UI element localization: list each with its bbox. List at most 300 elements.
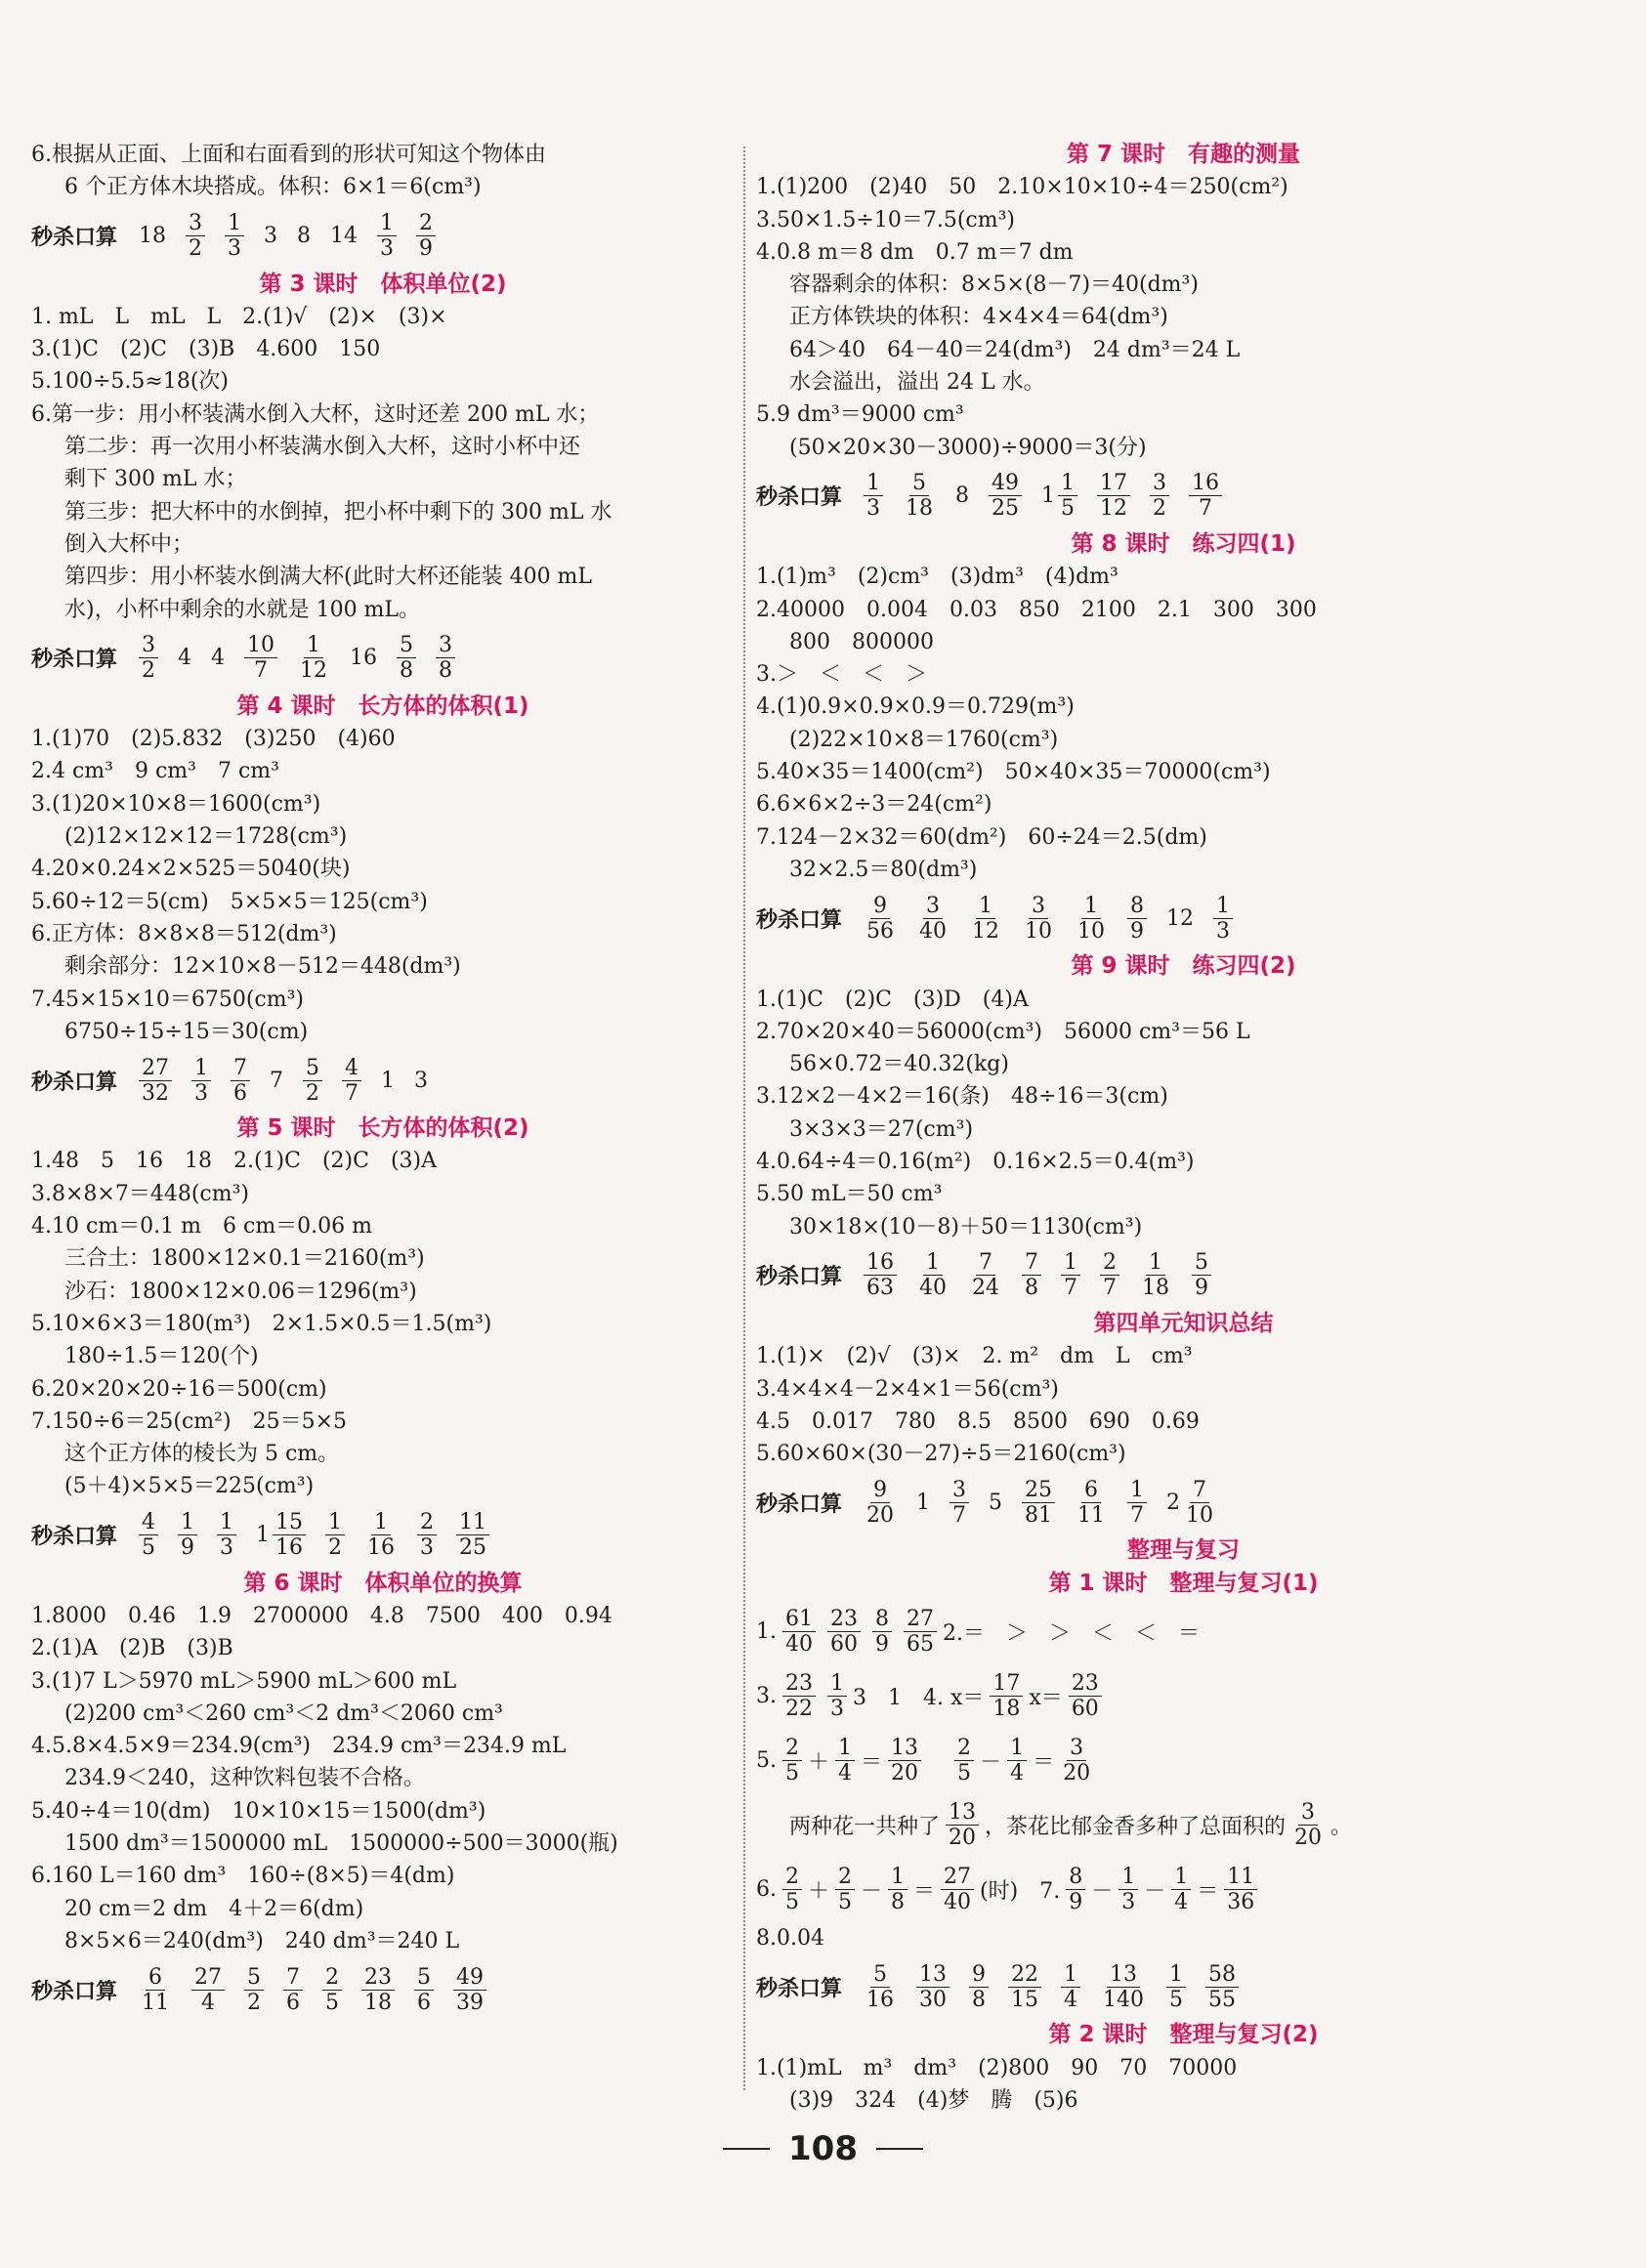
denominator: 5 — [142, 1535, 156, 1561]
fraction-stack — [1075, 895, 1108, 943]
answer-line: 正方体铁块的体积：4×4×4＝64(dm³) — [789, 305, 1168, 330]
denominator: 5 — [325, 1990, 340, 2015]
fraction — [782, 1737, 802, 1785]
denominator: 30 — [919, 1987, 948, 2012]
numerator: 5 — [870, 1963, 890, 1988]
answer-line: 6750÷15÷15＝30(cm) — [64, 1019, 309, 1044]
answer-line: 2.4 cm³ 9 cm³ 7 cm³ — [31, 759, 279, 784]
fraction-stack — [139, 1966, 172, 2014]
answer-text: － — [980, 1750, 1002, 1776]
quick-calc-label: 秒杀口算 — [756, 485, 843, 511]
fraction — [872, 1608, 892, 1656]
fraction — [186, 212, 205, 260]
answer-line: 三合土：1800×12×0.1＝2160(m³) — [64, 1246, 425, 1272]
answer-line: 4.0.64÷4＝0.16(m²) 0.16×2.5＝0.4(m³) — [756, 1150, 1195, 1175]
denominator: 20 — [1294, 1826, 1323, 1851]
fraction — [416, 212, 436, 260]
fraction-stack — [322, 1966, 342, 2014]
fraction-stack — [342, 1057, 361, 1105]
denominator: 2 — [306, 1080, 320, 1106]
denominator: 18 — [992, 1697, 1021, 1722]
fraction-stack — [377, 212, 397, 260]
quick-calc-answer: 18 — [139, 224, 167, 249]
fraction — [916, 1963, 950, 2011]
denominator: 140 — [1103, 1987, 1145, 2012]
denominator: 39 — [456, 1990, 485, 2015]
quick-calc-answer: 1 — [381, 1068, 396, 1093]
numerator: 10 — [244, 634, 277, 658]
answer-line: (2)200 cm³＜260 cm³＜2 dm³＜2060 cm³ — [64, 1701, 503, 1726]
answer-line: 6.第一步：用小杯装满水倒入大杯，这时还差 200 mL 水； — [31, 401, 600, 427]
fraction — [1022, 1479, 1055, 1527]
answer-line: 20 cm＝2 dm 4＋2＝6(dm) — [64, 1896, 364, 1921]
denominator: 7 — [254, 658, 269, 684]
fraction — [1171, 1866, 1191, 1913]
fraction-stack — [1066, 1866, 1085, 1913]
answer-line: 沙石：1800×12×0.06＝1296(m³) — [64, 1279, 417, 1304]
denominator: 60 — [1071, 1697, 1099, 1722]
quick-calc-answer: 1 — [916, 1490, 931, 1515]
fraction — [1007, 1737, 1027, 1785]
fraction-stack — [1127, 1479, 1147, 1527]
answer-line: 6.6×6×2÷3＝24(cm²) — [756, 792, 992, 818]
mixed-whole: 1 — [256, 1523, 271, 1548]
answer-text: － — [1144, 1879, 1166, 1905]
fraction-stack — [416, 212, 436, 260]
fraction — [969, 895, 1002, 943]
fraction-stack — [397, 634, 416, 682]
denominator: 56 — [866, 918, 895, 944]
denominator: 8 — [972, 1987, 987, 2012]
fraction-stack — [782, 1737, 802, 1785]
denominator: 3 — [380, 236, 395, 262]
fraction — [139, 1966, 172, 2014]
numerator: 13 — [888, 1737, 921, 1761]
denominator: 4 — [1010, 1761, 1025, 1786]
numerator: 13 — [916, 1963, 950, 1988]
numerator: 5 — [414, 1966, 434, 1991]
quick-calc-answer: 5 — [989, 1490, 1003, 1515]
fraction — [1192, 1251, 1211, 1299]
denominator: 24 — [972, 1276, 1000, 1301]
denominator: 11 — [142, 1990, 170, 2015]
fraction-stack — [273, 1511, 306, 1559]
numerator: 5 — [244, 1966, 264, 1991]
fraction — [397, 634, 416, 682]
quick-calc-row — [31, 204, 735, 269]
denominator: 4 — [838, 1761, 853, 1786]
quick-calc-label: 秒杀口算 — [31, 226, 118, 251]
fraction — [864, 1251, 897, 1299]
denominator: 7 — [345, 1080, 359, 1106]
fraction-stack — [916, 1251, 950, 1299]
quick-calc-row — [31, 626, 735, 691]
answer-line: 剩下 300 mL 水； — [64, 467, 247, 492]
answer-line: 4.5 0.017 780 8.5 8500 690 0.69 — [756, 1408, 1200, 1434]
quick-calc-answer: 14 — [330, 224, 359, 249]
fraction-stack — [1058, 472, 1077, 520]
quick-calc-label: 秒杀口算 — [31, 1979, 118, 2004]
section-heading: 第 9 课时 练习四(2) — [1071, 953, 1296, 980]
fraction — [827, 1672, 847, 1720]
numerator: 5 — [909, 472, 929, 496]
answer-line: 1.(1)mL m³ dm³ (2)800 90 70 70000 — [756, 2055, 1238, 2080]
numerator: 7 — [231, 1057, 250, 1081]
fraction — [1097, 472, 1130, 520]
quick-calc-answer: 3 — [414, 1068, 429, 1093]
denominator: 3 — [866, 496, 881, 522]
quick-calc-label: 秒杀口算 — [31, 1070, 118, 1095]
numerator: 17 — [990, 1672, 1023, 1697]
denominator: 10 — [1077, 918, 1106, 944]
denominator: 8 — [400, 658, 414, 684]
quick-calc-label: 秒杀口算 — [756, 1976, 843, 2001]
numerator: 1 — [1166, 1963, 1186, 1988]
section-heading: 第 4 课时 长方体的体积(1) — [236, 693, 529, 719]
answer-text: (时) 7. — [980, 1879, 1061, 1905]
answer-line: 5.40×35＝1400(cm²) 50×40×35＝70000(cm³) — [756, 760, 1271, 785]
fraction-stack — [1183, 1479, 1216, 1527]
fraction-stack — [364, 1511, 398, 1559]
answer-text: － — [861, 1879, 883, 1905]
denominator: 2 — [328, 1535, 343, 1561]
numerator: 3 — [436, 634, 455, 658]
fraction-stack — [1022, 895, 1055, 943]
denominator: 2 — [189, 236, 203, 262]
numerator: 11 — [456, 1511, 489, 1535]
numerator: 3 — [186, 212, 205, 236]
answer-text: 3. — [756, 1684, 777, 1709]
fraction — [864, 895, 897, 943]
numerator: 1 — [1007, 1737, 1027, 1761]
denominator: 4 — [1064, 1987, 1078, 2012]
denominator: 16 — [866, 1987, 895, 2012]
numerator: 3 — [139, 634, 158, 658]
numerator: 61 — [782, 1608, 816, 1632]
numerator: 16 — [864, 1251, 897, 1276]
answer-line: 3×3×3＝27(cm³) — [789, 1116, 974, 1142]
column-divider — [743, 147, 745, 2090]
fraction-stack — [864, 1479, 897, 1527]
answer-line: 3.50×1.5÷10＝7.5(cm³) — [756, 207, 1015, 232]
fraction — [827, 1608, 861, 1656]
denominator: 7 — [1103, 1276, 1118, 1301]
fraction — [1075, 895, 1108, 943]
fraction-stack — [191, 1057, 211, 1105]
fraction — [1213, 895, 1233, 943]
answer-line: 4.5.8×4.5×9＝234.9(cm³) 234.9 cm³＝234.9 mL — [31, 1734, 567, 1759]
numerator: 16 — [1189, 472, 1222, 496]
answer-line: 5.60÷12＝5(cm) 5×5×5＝125(cm³) — [31, 889, 428, 914]
fraction — [436, 634, 455, 682]
denominator: 11 — [1077, 1502, 1106, 1528]
answer-line: 2.(1)A (2)B (3)B — [31, 1636, 233, 1661]
answer-line: 水)，小杯中剩余的水就是 100 mL。 — [64, 597, 421, 622]
answer-line — [756, 1858, 1611, 1922]
denominator: 40 — [919, 918, 948, 944]
fraction-stack — [864, 895, 897, 943]
answer-text: 6. — [756, 1877, 777, 1903]
numerator: 3 — [1029, 895, 1048, 919]
denominator: 5 — [785, 1761, 799, 1786]
answer-line: 这个正方体的棱长为 5 cm。 — [64, 1442, 340, 1467]
numerator: 1 — [217, 1511, 236, 1535]
quick-calc-label: 秒杀口算 — [756, 907, 843, 933]
answer-line: 6.20×20×20÷16＝500(cm) — [31, 1376, 327, 1402]
numerator: 49 — [989, 472, 1022, 496]
numerator: 1 — [1118, 1866, 1138, 1890]
denominator: 18 — [1142, 1276, 1170, 1301]
answer-line: 剩余部分：12×10×8－512＝448(dm³) — [64, 954, 461, 980]
denominator: 5 — [1061, 496, 1076, 522]
numerator: 27 — [139, 1057, 172, 1081]
denominator: 4 — [201, 1990, 216, 2015]
fraction-stack — [436, 634, 455, 682]
fraction-stack — [888, 1737, 921, 1785]
section-heading: 第四单元知识总结 — [1093, 1310, 1274, 1336]
denominator: 9 — [875, 1632, 889, 1658]
numerator: 1 — [864, 472, 883, 496]
fraction-stack — [1224, 1866, 1257, 1913]
answer-line: 5.10×6×3＝180(m³) 2×1.5×0.5＝1.5(m³) — [31, 1311, 492, 1336]
fraction-stack — [1061, 1251, 1080, 1299]
fraction-stack — [1205, 1963, 1239, 2011]
fraction — [325, 1511, 345, 1559]
denominator: 6 — [286, 1990, 301, 2015]
fraction-stack — [1060, 1737, 1093, 1785]
right-column — [756, 139, 1611, 2117]
denominator: 20 — [1063, 1761, 1091, 1786]
numerator: 17 — [1097, 472, 1130, 496]
answer-line: 7.150÷6＝25(cm²) 25＝5×5 — [31, 1408, 347, 1434]
fraction-stack — [864, 472, 883, 520]
answer-line: 倒入大杯中； — [64, 531, 194, 557]
fraction — [946, 1801, 979, 1849]
fraction — [244, 1966, 264, 2014]
numerator: 23 — [1069, 1672, 1102, 1697]
fraction — [1041, 472, 1077, 520]
numerator: 7 — [976, 1251, 995, 1276]
answer-line: 5.40÷4＝10(dm) 10×10×15＝1500(dm³) — [31, 1798, 486, 1824]
quick-calc-label: 秒杀口算 — [31, 1525, 118, 1550]
fraction-stack — [1100, 1251, 1119, 1299]
numerator: 22 — [1008, 1963, 1041, 1988]
answer-text — [927, 1745, 949, 1776]
numerator: 9 — [870, 895, 890, 919]
numerator: 15 — [273, 1511, 306, 1535]
numerator: 1 — [1127, 1479, 1147, 1503]
numerator: 49 — [453, 1966, 486, 1991]
answer-line — [756, 1664, 1611, 1729]
numerator: 58 — [1205, 1963, 1239, 1988]
numerator: 7 — [1190, 1479, 1209, 1503]
denominator: 9 — [181, 1535, 195, 1561]
fraction — [864, 1963, 897, 2011]
fraction — [1139, 1251, 1172, 1299]
numerator: 2 — [782, 1737, 802, 1761]
denominator: 9 — [1069, 1890, 1083, 1915]
fraction — [1061, 1251, 1080, 1299]
fraction-stack — [139, 634, 158, 682]
fraction-stack — [990, 1672, 1023, 1720]
denominator: 3 — [228, 236, 242, 262]
numerator: 1 — [1213, 895, 1233, 919]
quick-calc-row — [31, 1957, 735, 2022]
fraction-stack — [1192, 1251, 1211, 1299]
denominator: 7 — [1130, 1502, 1145, 1528]
denominator: 81 — [1025, 1502, 1053, 1528]
fraction — [453, 1966, 486, 2014]
denominator: 32 — [142, 1080, 170, 1106]
denominator: 10 — [1186, 1502, 1214, 1528]
fraction-stack — [827, 1672, 847, 1720]
quick-calc-label: 秒杀口算 — [756, 1491, 843, 1517]
fraction — [342, 1057, 361, 1105]
denominator: 3 — [420, 1535, 435, 1561]
fraction-stack — [361, 1966, 395, 2014]
answer-line: 180÷1.5＝120(个) — [64, 1344, 259, 1369]
fraction-stack — [1291, 1801, 1325, 1849]
numerator: 27 — [904, 1608, 937, 1632]
fraction-stack — [414, 1966, 434, 2014]
numerator: 1 — [835, 1737, 855, 1761]
numerator: 5 — [303, 1057, 322, 1081]
fraction — [1150, 472, 1169, 520]
fraction — [322, 1966, 342, 2014]
section-heading: 第 3 课时 体积单位(2) — [259, 271, 507, 297]
section-heading: 第 5 课时 长方体的体积(2) — [236, 1115, 529, 1142]
numerator: 8 — [872, 1608, 892, 1632]
quick-calc-row — [31, 1503, 735, 1568]
denominator: 12 — [1100, 496, 1128, 522]
fraction — [782, 1672, 816, 1720]
denominator: 8 — [1025, 1276, 1039, 1301]
answer-line: 56×0.72＝40.32(kg) — [789, 1052, 1009, 1077]
numerator: 23 — [361, 1966, 395, 1991]
denominator: 40 — [919, 1276, 948, 1301]
denominator: 12 — [300, 658, 328, 684]
numerator: 5 — [1192, 1251, 1211, 1276]
denominator: 25 — [992, 496, 1020, 522]
answer-line: 3.(1)C (2)C (3)B 4.600 150 — [31, 337, 381, 362]
quick-calc-row — [756, 1243, 1611, 1308]
fraction-stack — [178, 1511, 197, 1559]
quick-calc-answer: 4 — [211, 646, 226, 671]
denominator: 20 — [949, 1826, 977, 1851]
section-heading: 第 2 课时 整理与复习(2) — [1048, 2022, 1319, 2048]
fraction-stack — [1150, 472, 1169, 520]
fraction — [283, 1966, 303, 2014]
fraction-stack — [782, 1672, 816, 1720]
fraction-stack — [217, 1511, 236, 1559]
fraction — [888, 1737, 921, 1785]
numerator: 7 — [283, 1966, 303, 1991]
answer-text: x＝ — [1029, 1686, 1063, 1711]
fraction — [231, 1057, 250, 1105]
denominator: 3 — [194, 1080, 209, 1106]
numerator: 1 — [304, 634, 323, 658]
denominator: 16 — [275, 1535, 304, 1561]
quick-calc-row — [31, 1048, 735, 1113]
denominator: 63 — [866, 1276, 895, 1301]
numerator: 1 — [225, 212, 244, 236]
numerator: 2 — [954, 1737, 974, 1761]
fraction-stack — [864, 1251, 897, 1299]
answer-line: 3.12×2－4×2＝16(条) 48÷16＝3(cm) — [756, 1084, 1168, 1110]
denominator: 12 — [972, 918, 1000, 944]
answer-line: 4.0.8 m＝8 dm 0.7 m＝7 dm — [756, 239, 1074, 265]
answer-line: 1.48 5 16 18 2.(1)C (2)C (3)A — [31, 1149, 438, 1174]
section-heading: 第 6 课时 体积单位的换算 — [243, 1570, 523, 1596]
fraction-stack — [782, 1608, 816, 1656]
fraction — [1166, 1963, 1186, 2011]
fraction-stack — [835, 1866, 855, 1913]
fraction-stack — [244, 634, 277, 682]
answer-line: 2.70×20×40＝56000(cm³) 56000 cm³＝56 L — [756, 1019, 1250, 1044]
numerator: 2 — [416, 212, 436, 236]
fraction — [256, 1511, 306, 1559]
fraction — [989, 472, 1022, 520]
section-heading: 整理与复习 — [1127, 1537, 1240, 1564]
fraction — [456, 1511, 489, 1559]
answer-text: ＋ — [808, 1879, 830, 1905]
answer-line: 800 800000 — [789, 629, 934, 654]
fraction — [1100, 1251, 1119, 1299]
answer-line: 1.8000 0.46 1.9 2700000 4.8 7500 400 0.94 — [31, 1603, 612, 1628]
fraction — [904, 1608, 937, 1656]
fraction-stack — [1022, 1251, 1041, 1299]
answer-line — [756, 1793, 1611, 1858]
fraction — [1008, 1963, 1041, 2011]
denominator: 25 — [459, 1535, 487, 1561]
fraction — [950, 1479, 969, 1527]
section-heading: 第 8 课时 练习四(1) — [1071, 530, 1296, 557]
answer-line: 4.(1)0.9×0.9×0.9＝0.729(m³) — [756, 694, 1075, 720]
fraction — [1118, 1866, 1138, 1913]
numerator: 1 — [1146, 1251, 1165, 1276]
fraction — [782, 1608, 816, 1656]
fraction — [835, 1866, 855, 1913]
quick-calc-label: 秒杀口算 — [756, 1265, 843, 1290]
answer-line: 5.50 mL＝50 cm³ — [756, 1182, 943, 1207]
fraction-stack — [225, 212, 244, 260]
answer-line: (50×20×30－3000)÷9000＝3(分) — [789, 435, 1147, 460]
denominator: 2 — [142, 658, 156, 684]
fraction-stack — [1069, 1672, 1102, 1720]
numerator: 13 — [946, 1801, 979, 1826]
fraction — [1127, 1479, 1147, 1527]
numerator: 1 — [1081, 895, 1101, 919]
fraction — [1060, 1737, 1093, 1785]
numerator: 2 — [782, 1866, 802, 1890]
answer-text: 2.＝ ＞ ＞ ＜ ＜ ＝ — [943, 1621, 1200, 1647]
quick-calc-answer: 12 — [1166, 905, 1195, 931]
numerator: 7 — [1022, 1251, 1041, 1276]
answer-line: (2)12×12×12＝1728(cm³) — [64, 824, 348, 850]
fraction — [1022, 895, 1055, 943]
quick-calc-answer: 8 — [297, 224, 312, 249]
denominator: 3 — [830, 1697, 844, 1722]
answer-line: 第二步：再一次用小杯装满水倒入大杯，这时小杯中还 — [64, 435, 581, 460]
quick-calc-row — [756, 886, 1611, 950]
denominator: 40 — [944, 1890, 972, 1915]
fraction-stack — [1022, 1479, 1055, 1527]
fraction — [364, 1511, 398, 1559]
mixed-whole: 2 — [1166, 1490, 1181, 1515]
fraction — [361, 1966, 395, 2014]
mixed-whole: 1 — [1041, 483, 1056, 509]
fraction — [417, 1511, 437, 1559]
